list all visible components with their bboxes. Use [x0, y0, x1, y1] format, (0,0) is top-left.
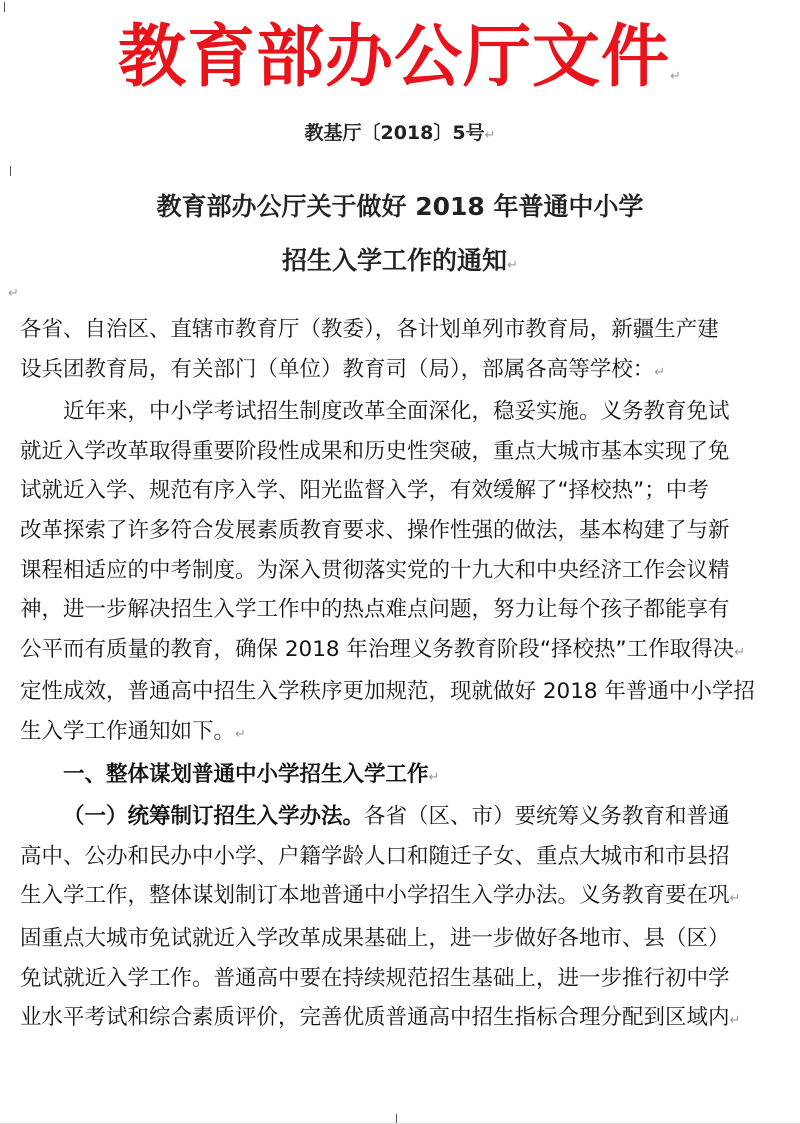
notice-title-line-1-text: 教育部办公厅关于做好 2018 年普通中小学	[156, 192, 644, 221]
body-line	[20, 350, 782, 393]
paragraph-mark-icon: ↵	[729, 1013, 741, 1029]
body-line-text: 公平而有质量的教育，确保 2018 年治理义务教育阶段“择校热”工作取得决	[20, 636, 735, 662]
body-line	[20, 310, 782, 350]
body-line	[20, 590, 782, 630]
paragraph-mark-icon: ↵	[484, 128, 496, 143]
body-line	[20, 959, 782, 999]
body-line	[20, 551, 782, 591]
paragraph-mark-icon: ↵	[729, 891, 741, 907]
document-number-text: 教基厅〔2018〕5号	[304, 122, 485, 144]
body-line	[20, 712, 782, 755]
body-line	[20, 392, 782, 432]
paragraph-mark-icon: ↵	[507, 258, 518, 273]
body-line	[20, 876, 782, 919]
body-line-text: 免试就近入学工作。普通高中要在持续规范招生基础上，进一步推行初中学	[20, 965, 730, 991]
body-line	[20, 432, 782, 472]
body-line	[20, 837, 782, 877]
body-line-text: 近年来，中小学考试招生制度改革全面深化，稳妥实施。义务教育免试	[63, 399, 730, 425]
body-line-text: 改革探索了许多符合发展素质教育要求、操作性强的做法，基本构建了与新	[20, 517, 730, 543]
notice-title-line-1	[0, 180, 800, 234]
paragraph-mark-icon: ↵	[235, 726, 246, 742]
body-line	[20, 998, 782, 1041]
paragraph-mark-icon: ↵	[428, 769, 440, 785]
margin-corner-mark	[10, 166, 11, 176]
body-line	[20, 672, 782, 712]
header-title-text: 教育部办公厅文件	[118, 18, 671, 97]
empty-paragraph-mark-icon: ↵	[8, 286, 19, 301]
section-heading-text: 一、整体谋划普通中小学招生入学工作	[63, 761, 429, 787]
notice-title-line-2-text: 招生入学工作的通知	[282, 246, 508, 275]
body-line-text: 生入学工作，整体谋划制订本地普通中小学招生入学办法。义务教育要在巩	[20, 883, 730, 909]
paragraph-mark-icon: ↵	[654, 364, 666, 380]
body-line	[20, 471, 782, 511]
notice-title-line-2	[0, 234, 800, 293]
subsection-heading-text: （一）统筹制订招生入学办法。	[63, 804, 365, 830]
paragraph-mark-icon: ↵	[670, 69, 682, 84]
document-header-title	[0, 10, 800, 125]
body-line-text: 业水平考试和综合素质评价，完善优质普通高中招生指标合理分配到区域内	[20, 1005, 730, 1031]
body-line-text: 固重点大城市免试就近入学改革成果基础上，进一步做好各地市、县（区）	[20, 925, 730, 951]
body-line-text: 各省、自治区、直辖市教育厅（教委），各计划单列市教育局，新疆生产建	[20, 317, 719, 342]
margin-corner-mark	[4, 2, 5, 12]
document-number	[0, 118, 800, 151]
body-line	[20, 511, 782, 551]
body-line-text: 试就近入学、规范有序入学、阳光监督入学，有效缓解了“择校热”；中考	[20, 478, 709, 504]
body-line	[20, 797, 782, 837]
body-line	[20, 919, 782, 959]
section-heading	[20, 755, 782, 798]
body-line-text: 就近入学改革取得重要阶段性成果和历史性突破，重点大城市基本实现了免	[20, 438, 730, 464]
document-body	[20, 310, 782, 1041]
body-line-text: 神，进一步解决招生入学工作中的热点难点问题，努力让每个孩子都能享有	[20, 597, 730, 623]
notice-title	[0, 180, 800, 293]
body-line-text: 生入学工作通知如下。	[20, 718, 236, 744]
body-line-text: 设兵团教育局，有关部门（单位）教育司（局），部属各高等学校：	[20, 356, 655, 382]
body-line-text: 高中、公办和民办中小学、户籍学龄人口和随迁子女、重点大城市和市县招	[20, 843, 730, 869]
body-line-text: 课程相适应的中考制度。为深入贯彻落实党的十九大和中央经济工作会议精	[20, 557, 730, 583]
body-line-text: 定性成效，普通高中招生入学秩序更加规范，现就做好 2018 年普通中小学招	[20, 679, 755, 705]
body-line-text: 各省（区、市）要统筹义务教育和普通	[364, 804, 730, 830]
paragraph-mark-icon: ↵	[734, 644, 746, 660]
body-line	[20, 630, 782, 673]
